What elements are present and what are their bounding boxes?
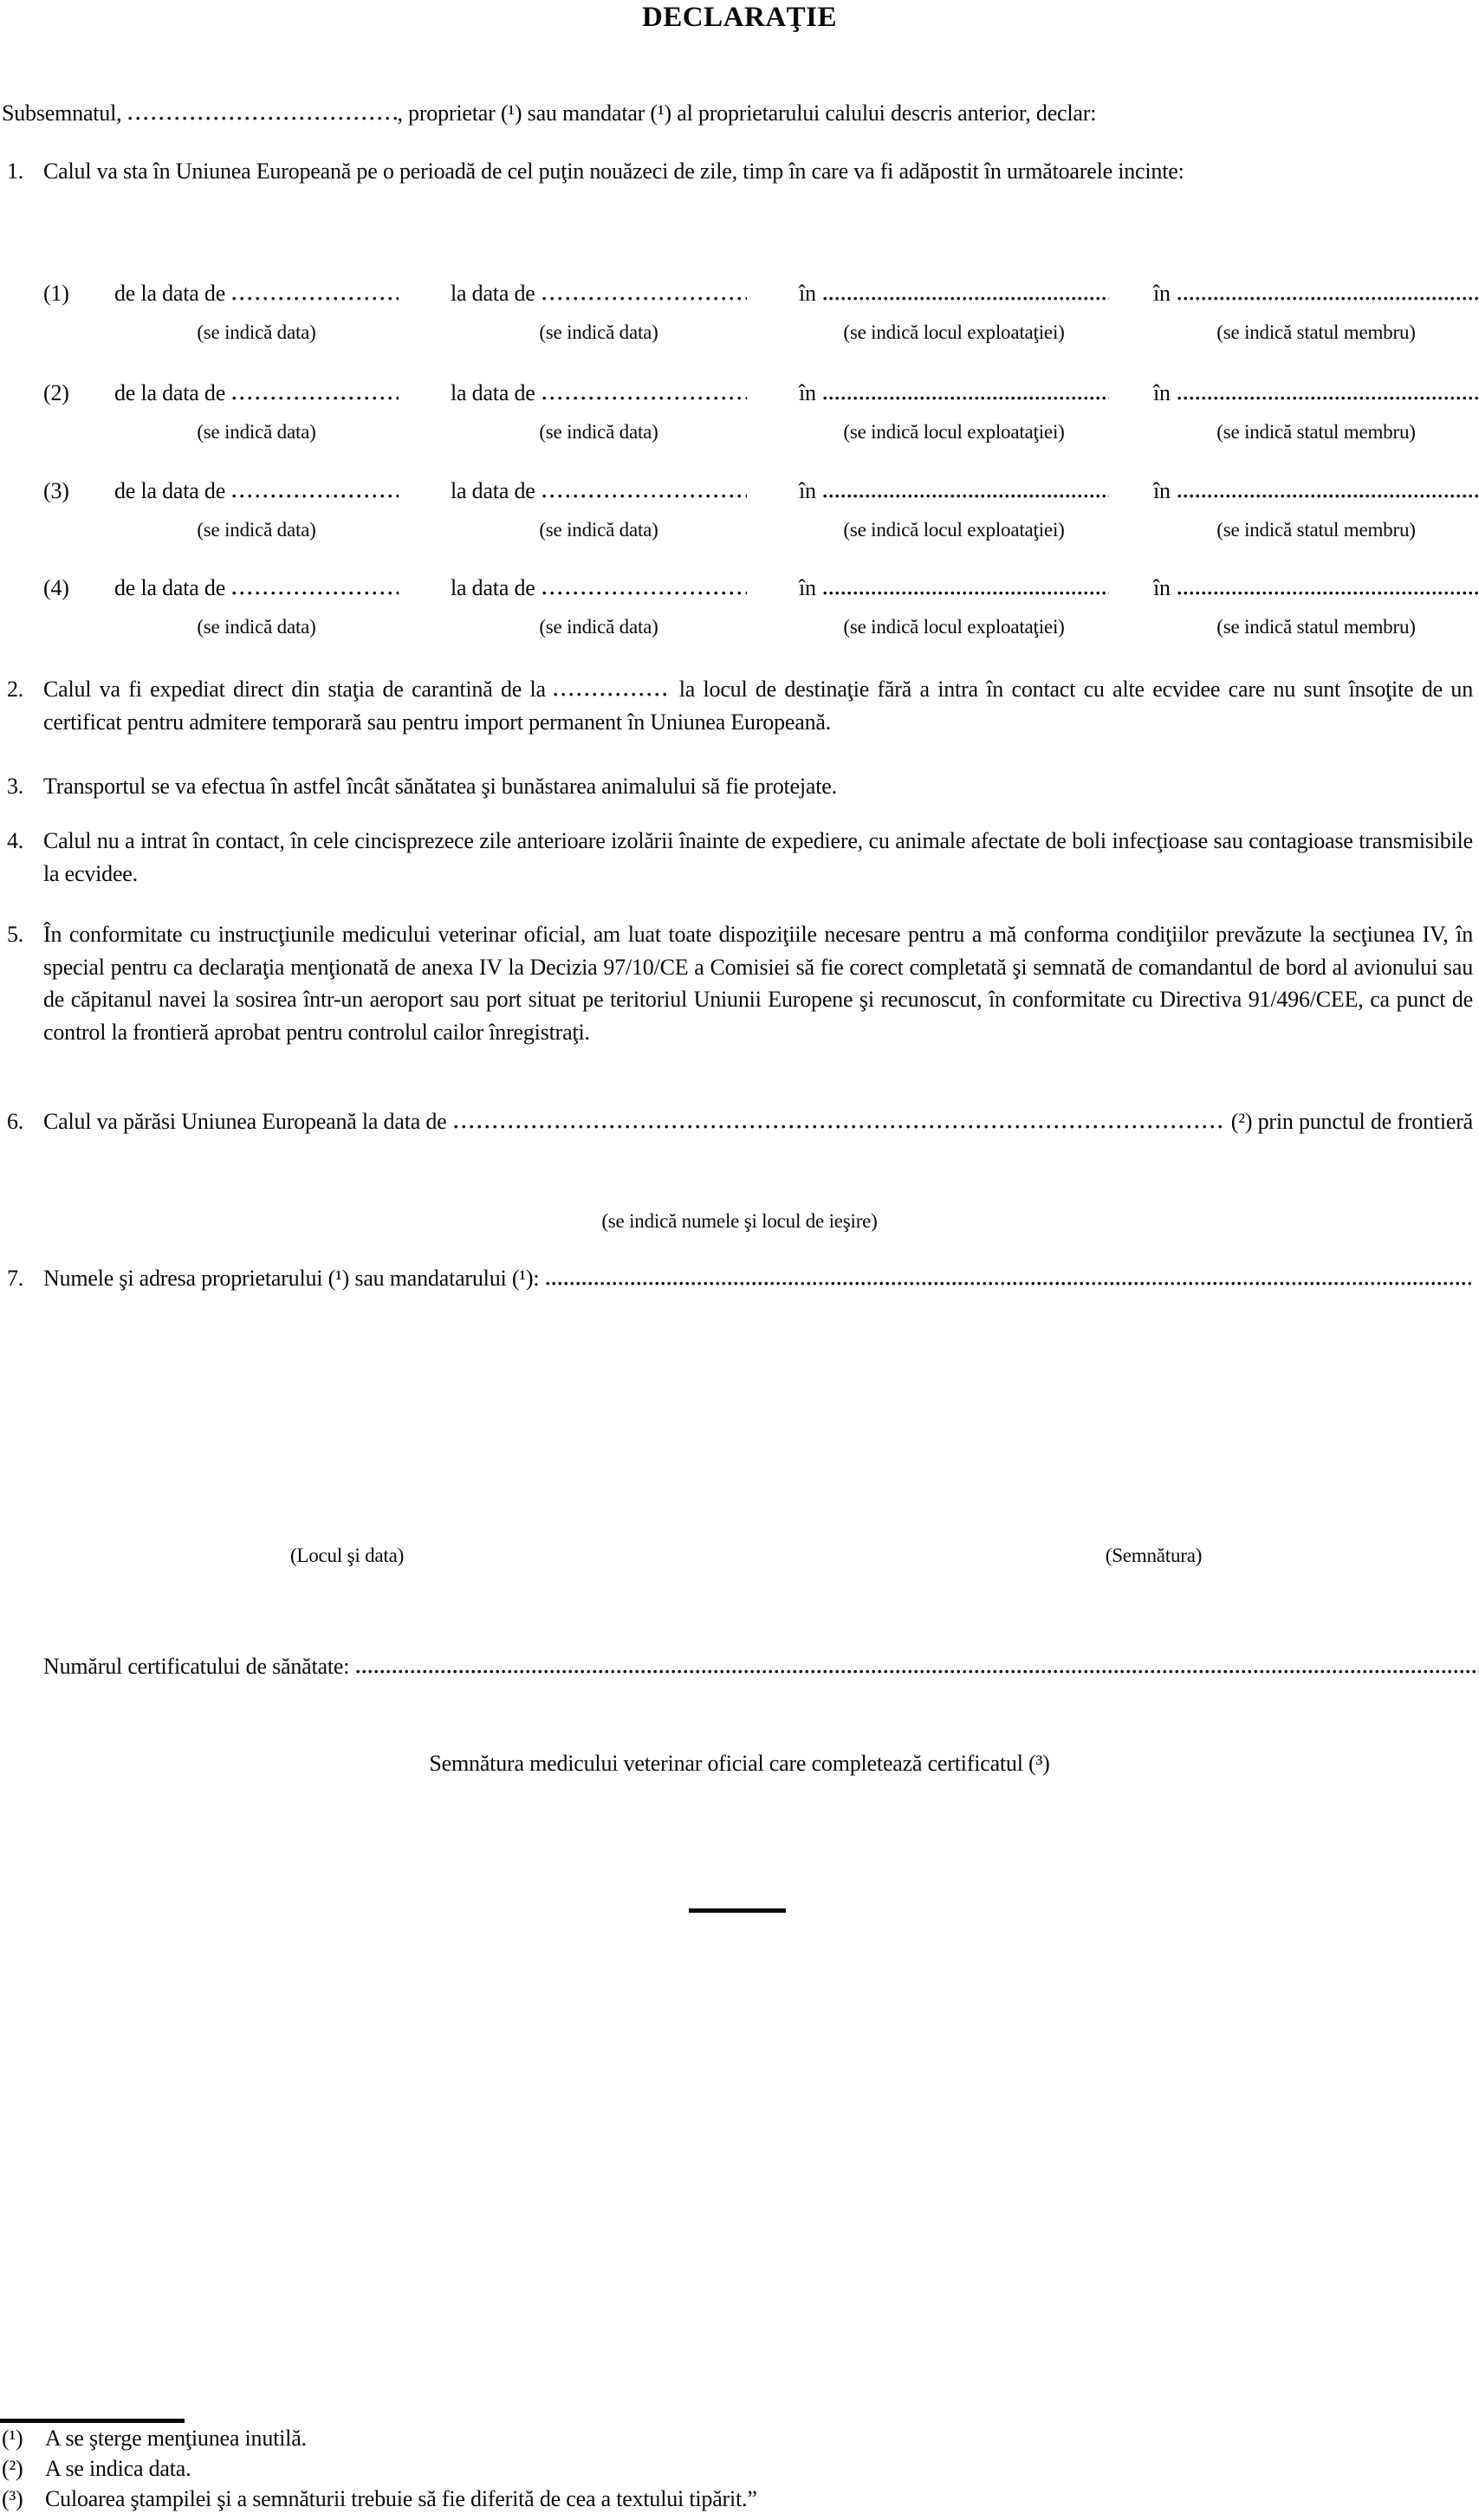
state-hint: (se indică statul membru): [1216, 321, 1416, 343]
exit-point-fill[interactable]: [43, 1190, 1479, 1195]
certificate-number-line: [43, 1650, 1479, 1683]
stay-1-from-date-fill[interactable]: [232, 296, 399, 301]
to-date-label: la data de: [451, 575, 535, 600]
stay-4-to-date-fill[interactable]: [542, 591, 747, 595]
item-6-text: Calul va părăsi Uniunea Europeană la data de (²) prin punctul de frontieră: [43, 1109, 1473, 1134]
to-date-hint: (se indică data): [539, 518, 658, 541]
stay-2-to-date-fill[interactable]: [542, 396, 747, 400]
footnote-2: [0, 2453, 1430, 2484]
stay-row-4: [43, 572, 1479, 639]
to-date-label: la data de: [451, 281, 535, 306]
item-2: [7, 673, 1473, 738]
stay-row-2: [43, 377, 1479, 444]
item-7: [7, 1262, 1473, 1295]
item-3: [7, 770, 1473, 803]
stay-row-2-number: (2): [43, 380, 69, 405]
item-5-text: În conformitate cu instrucţiunile medicului veterinar oficial, am luat toate dispoziţiile necesare pentru a mă conforma condiţiilor prevăzute la secţiunea IV, în special pentru ca declaraţia menţionată de anexa IV la Decizia 97/10/CE a Comisiei să fie corect completată şi semnată de comandantul de bord al avionului sau de căpitanul navei la sosirea într-un aeroport sau port situat pe teritoriul Uniunii Europene şi recunoscut, în conformitate cu Directiva 91/496/CEE, ca punct de control la frontieră aprobat pentru controlul cailor înregistraţi.: [43, 922, 1473, 1045]
from-date-hint: (se indică data): [197, 518, 316, 541]
stay-3-from-date-fill[interactable]: [232, 494, 399, 498]
stay-3-state: [1153, 475, 1479, 542]
stay-row-4-number: (4): [43, 575, 69, 600]
place-label: în: [799, 380, 816, 405]
footnote-1: [0, 2423, 1430, 2453]
intro-suffix: , proprietar (¹) sau mandatar (¹) al proprietarului calului descris anterior, declar:: [397, 100, 1097, 126]
item-3-text: Transportul se va efectua în astfel încât sănătatea şi bunăstarea animalului să fie protejate.: [43, 774, 837, 799]
item-7-number: 7.: [7, 1266, 24, 1291]
footnote-1-marker: (¹): [2, 2426, 23, 2451]
stay-1-to-date-fill[interactable]: [542, 296, 747, 301]
exit-date-fill[interactable]: [454, 1124, 1223, 1129]
owner-name-address-fill[interactable]: [546, 1281, 1473, 1286]
signature-label: (Semnătura): [1105, 1545, 1203, 1566]
stay-row-3: [43, 475, 1479, 542]
state-label: în: [1153, 380, 1171, 405]
stay-4-state-fill[interactable]: [1177, 591, 1479, 595]
to-date-label: la data de: [451, 380, 535, 405]
stay-4-state: [1153, 572, 1479, 639]
state-hint: (se indică statul membru): [1216, 615, 1416, 638]
to-date-hint: (se indică data): [539, 615, 658, 638]
item-4: [7, 825, 1473, 890]
footnote-3: [0, 2484, 1430, 2514]
item-4-text: Calul nu a intrat în contact, în cele cincisprezece zile anterioare izolării înainte de expediere, cu animale afectate de boli infecţioase sau contagioase transmisibile la ecvidee.: [43, 828, 1473, 886]
stay-2-from-date-fill[interactable]: [232, 396, 399, 400]
stay-row-3-number: (3): [43, 478, 69, 503]
stay-4-to: [451, 572, 799, 639]
from-date-hint: (se indică data): [197, 321, 316, 343]
footnote-3-marker: (³): [2, 2486, 23, 2511]
exit-point-hint: (se indică numele şi locul de ieşire): [601, 1210, 878, 1232]
stay-2-from: [114, 377, 451, 444]
item-7-text: Numele şi adresa proprietarului (¹) sau mandatarului (¹):: [43, 1262, 1473, 1295]
item-2-text: Calul va fi expediat direct din staţia de carantină de la la locul de destinaţie fără a intra în contact cu alte ecvidee care nu sunt însoţite de un certificat pentru admitere temporară sau pentru import permanent în Uniunea Europeană.: [43, 677, 1473, 735]
quarantine-station-fill[interactable]: [554, 692, 671, 696]
vet-signature-fill[interactable]: [43, 1735, 1479, 1739]
stay-2-to: [451, 377, 799, 444]
stay-1-from: [114, 277, 451, 345]
from-date-label: de la data de: [114, 478, 226, 503]
state-hint: (se indică statul membru): [1216, 518, 1416, 541]
stay-1-place-fill[interactable]: [823, 296, 1109, 301]
stay-3-from: [114, 475, 451, 542]
place-label: în: [799, 478, 816, 503]
from-date-hint: (se indică data): [197, 615, 316, 638]
footnote-2-text: A se indica data.: [45, 2456, 191, 2481]
to-date-hint: (se indică data): [539, 420, 658, 443]
certificate-number-label: Numărul certificatului de sănătate:: [43, 1654, 350, 1679]
stay-3-place-fill[interactable]: [823, 494, 1109, 498]
declarant-name-fill[interactable]: [128, 116, 397, 120]
intro-line: [2, 97, 1388, 130]
stay-4-place-fill[interactable]: [823, 591, 1109, 595]
place-date-fill[interactable]: [43, 1524, 651, 1528]
place-label: în: [799, 575, 816, 600]
item-1-number: 1.: [7, 159, 24, 184]
item-1-text: Calul va sta în Uniunea Europeană pe o perioadă de cel puţin nouăzeci de zile, timp în care va fi adăpostit în următoarele incinte:: [43, 159, 1184, 184]
item-1: [7, 155, 1473, 188]
stay-2-place-fill[interactable]: [823, 396, 1109, 400]
from-date-label: de la data de: [114, 380, 226, 405]
place-hint: (se indică locul exploataţiei): [843, 321, 1065, 343]
stay-2-place: [799, 377, 1153, 444]
place-hint: (se indică locul exploataţiei): [843, 420, 1065, 443]
stay-4-from: [114, 572, 451, 639]
certificate-number-fill[interactable]: [356, 1669, 1479, 1674]
to-date-label: la data de: [451, 478, 535, 503]
stay-2-state-fill[interactable]: [1177, 396, 1479, 400]
from-date-label: de la data de: [114, 281, 226, 306]
stay-row-1: [43, 277, 1479, 345]
vet-signature-label: Semnătura medicului veterinar oficial care completează certificatul (³): [429, 1751, 1050, 1776]
item-5-number: 5.: [7, 922, 24, 947]
footnotes: [0, 2423, 1430, 2514]
footnote-2-marker: (²): [2, 2456, 23, 2481]
to-date-hint: (se indică data): [539, 321, 658, 343]
from-date-hint: (se indică data): [197, 420, 316, 443]
stay-row-1-number: (1): [43, 281, 69, 306]
item-6: [7, 1105, 1473, 1138]
stay-1-place: [799, 277, 1153, 345]
stay-1-to: [451, 277, 799, 345]
state-label: în: [1153, 281, 1171, 306]
stay-3-to-date-fill[interactable]: [542, 494, 747, 498]
stay-4-from-date-fill[interactable]: [232, 591, 399, 595]
item-3-number: 3.: [7, 774, 24, 799]
footnote-1-text: A se şterge menţiunea inutilă.: [45, 2426, 307, 2451]
item-6-number: 6.: [7, 1109, 24, 1134]
stay-3-to: [451, 475, 799, 542]
stay-4-place: [799, 572, 1153, 639]
item-5: [7, 918, 1473, 1048]
stay-1-state-fill[interactable]: [1177, 296, 1479, 301]
section-separator-line: [689, 1908, 786, 1913]
place-hint: (se indică locul exploataţiei): [843, 518, 1065, 541]
place-label: în: [799, 281, 816, 306]
page-title: DECLARAŢIE: [641, 2, 838, 33]
from-date-label: de la data de: [114, 575, 226, 600]
state-label: în: [1153, 478, 1171, 503]
intro-prefix: Subsemnatul,: [2, 100, 122, 126]
stay-1-state: [1153, 277, 1479, 345]
footnote-3-text: Culoarea ştampilei şi a semnăturii trebuie să fie diferită de cea a textului tipărit.”: [45, 2486, 757, 2511]
item-2-number: 2.: [7, 677, 24, 702]
signature-fill[interactable]: [828, 1524, 1479, 1528]
stay-3-state-fill[interactable]: [1177, 494, 1479, 498]
state-hint: (se indică statul membru): [1216, 420, 1416, 443]
stay-2-state: [1153, 377, 1479, 444]
item-4-number: 4.: [7, 828, 24, 853]
place-date-label: (Locul şi data): [289, 1545, 405, 1566]
stay-3-place: [799, 475, 1153, 542]
place-hint: (se indică locul exploataţiei): [843, 615, 1065, 638]
state-label: în: [1153, 575, 1171, 600]
